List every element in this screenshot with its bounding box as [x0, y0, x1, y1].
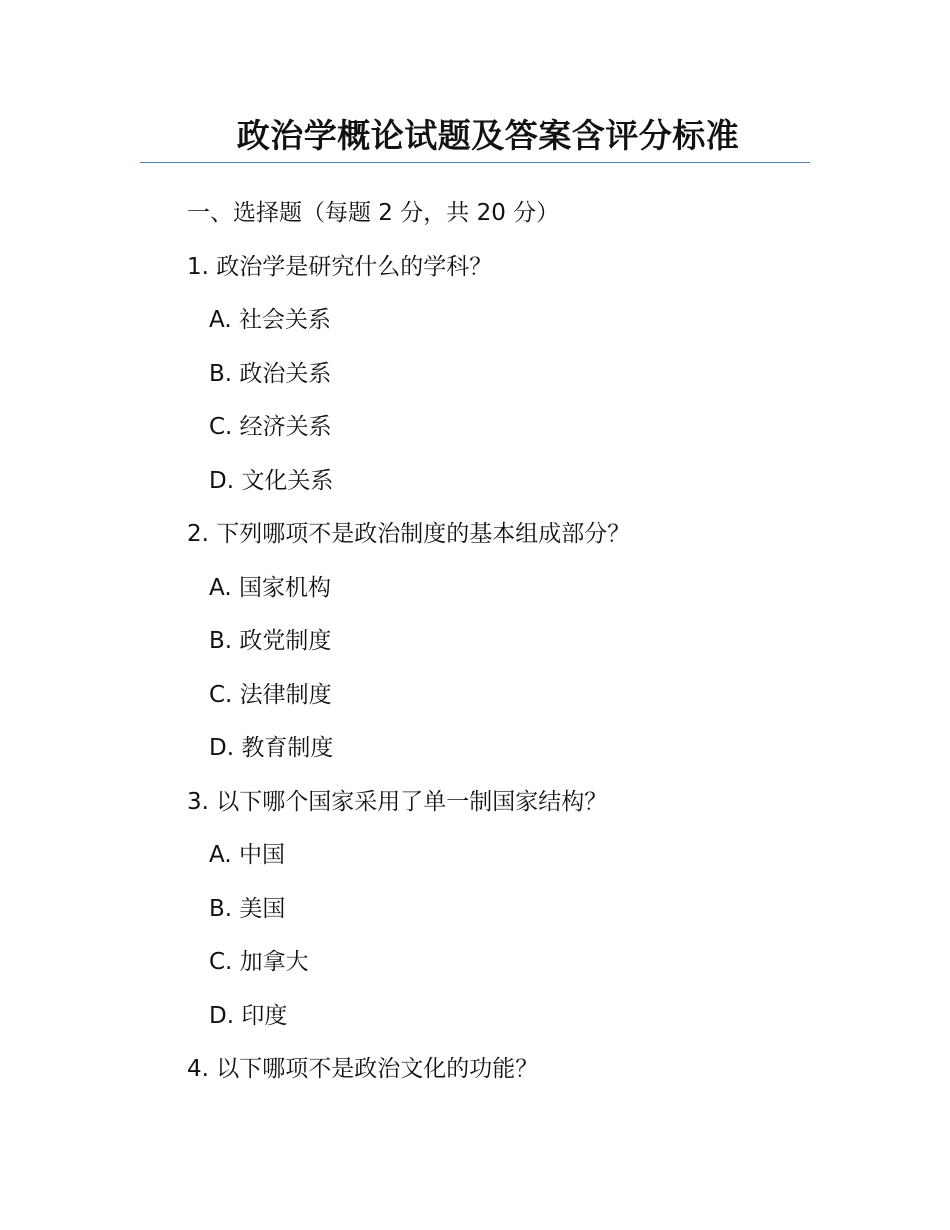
question-1: 1. 政治学是研究什么的学科？	[187, 253, 493, 280]
question-1-option-a: A. 社会关系	[209, 307, 331, 333]
question-2-option-d: D. 教育制度	[209, 735, 334, 761]
question-2-option-c: C. 法律制度	[209, 681, 332, 708]
question-2: 2. 下列哪项不是政治制度的基本组成部分？	[187, 521, 631, 547]
document-title: 政治学概论试题及答案含评分标准	[236, 116, 740, 155]
question-3: 3. 以下哪个国家采用了单一制国家结构？	[187, 788, 608, 815]
question-3-option-d: D. 印度	[209, 1002, 288, 1029]
question-1-option-d: D. 文化关系	[209, 467, 334, 494]
question-2-option-b: B. 政党制度	[209, 628, 332, 654]
section-heading: 一、选择题（每题 2 分，共 20 分）	[187, 200, 560, 226]
question-4: 4. 以下哪项不是政治文化的功能？	[187, 1056, 539, 1082]
question-2-option-a: A. 国家机构	[209, 574, 331, 601]
question-3-option-a: A. 中国	[209, 842, 285, 868]
document-body	[0, 193, 950, 1103]
question-3-option-b: B. 美国	[209, 895, 286, 922]
question-1-option-c: C. 经济关系	[209, 414, 332, 440]
question-1-option-b: B. 政治关系	[209, 360, 332, 387]
question-3-option-c: C. 加拿大	[209, 949, 309, 975]
title-underline	[140, 162, 810, 163]
